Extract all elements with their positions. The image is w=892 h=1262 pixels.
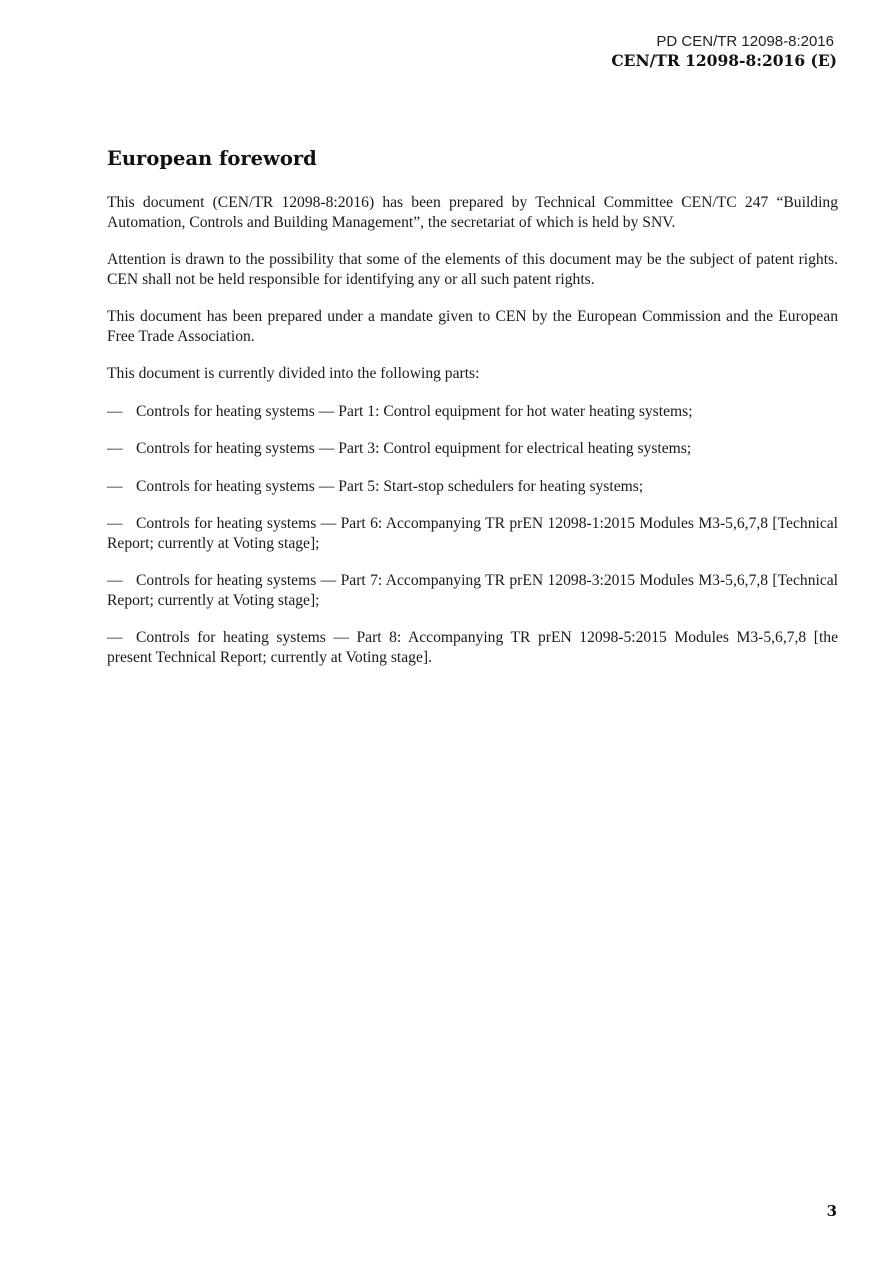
part-description: Controls for heating systems — Part 7: Accompanying TR prEN 12098-3:2015 Modules M3-5,6,7,8 [Technical Report; currently at Voting stage]; bbox=[107, 572, 838, 609]
section-title: European foreword bbox=[107, 147, 317, 170]
document-reference-header: CEN/TR 12098-8:2016 (E) bbox=[611, 51, 837, 70]
foreword-paragraph: This document (CEN/TR 12098-8:2016) has been prepared by Technical Committee CEN/TC 247 “Building Automation, Controls and Building Management”, the secretariat of which is held by SNV. bbox=[107, 194, 838, 231]
list-item bbox=[107, 477, 838, 497]
part-description: Controls for heating systems — Part 5: Start-stop schedulers for heating systems; bbox=[136, 477, 644, 495]
list-dash: — bbox=[107, 402, 123, 420]
list-dash: — bbox=[107, 440, 123, 457]
part-description: Controls for heating systems — Part 1: Control equipment for hot water heating systems; bbox=[136, 402, 693, 420]
foreword-paragraph: This document has been prepared under a mandate given to CEN by the European Commission and the European Free Trade Association. bbox=[107, 308, 838, 345]
list-item bbox=[107, 402, 838, 422]
foreword-section bbox=[107, 147, 838, 685]
list-dash: — bbox=[107, 572, 123, 589]
list-item bbox=[107, 514, 838, 553]
part-description: Controls for heating systems — Part 6: Accompanying TR prEN 12098-1:2015 Modules M3-5,6,7,8 [Technical Report; currently at Voting stage]; bbox=[107, 515, 838, 552]
foreword-paragraph: Attention is drawn to the possibility that some of the elements of this document may be the subject of patent rights. CEN shall not be held responsible for identifying any or all such patent rights. bbox=[107, 251, 838, 288]
page-number: 3 bbox=[826, 1202, 837, 1220]
pd-reference-header: PD CEN/TR 12098-8:2016 bbox=[656, 33, 834, 50]
foreword-paragraph: This document is currently divided into the following parts: bbox=[107, 365, 480, 382]
list-item bbox=[107, 571, 838, 610]
part-description: Controls for heating systems — Part 8: Accompanying TR prEN 12098-5:2015 Modules M3-5,6,7,8 [the present Technical Report; currently at Voting stage]. bbox=[107, 629, 838, 666]
list-dash: — bbox=[107, 629, 123, 646]
list-item bbox=[107, 628, 838, 667]
list-item bbox=[107, 439, 838, 459]
list-dash: — bbox=[107, 515, 123, 532]
part-description: Controls for heating systems — Part 3: Control equipment for electrical heating systems; bbox=[136, 440, 692, 457]
list-dash: — bbox=[107, 477, 123, 495]
